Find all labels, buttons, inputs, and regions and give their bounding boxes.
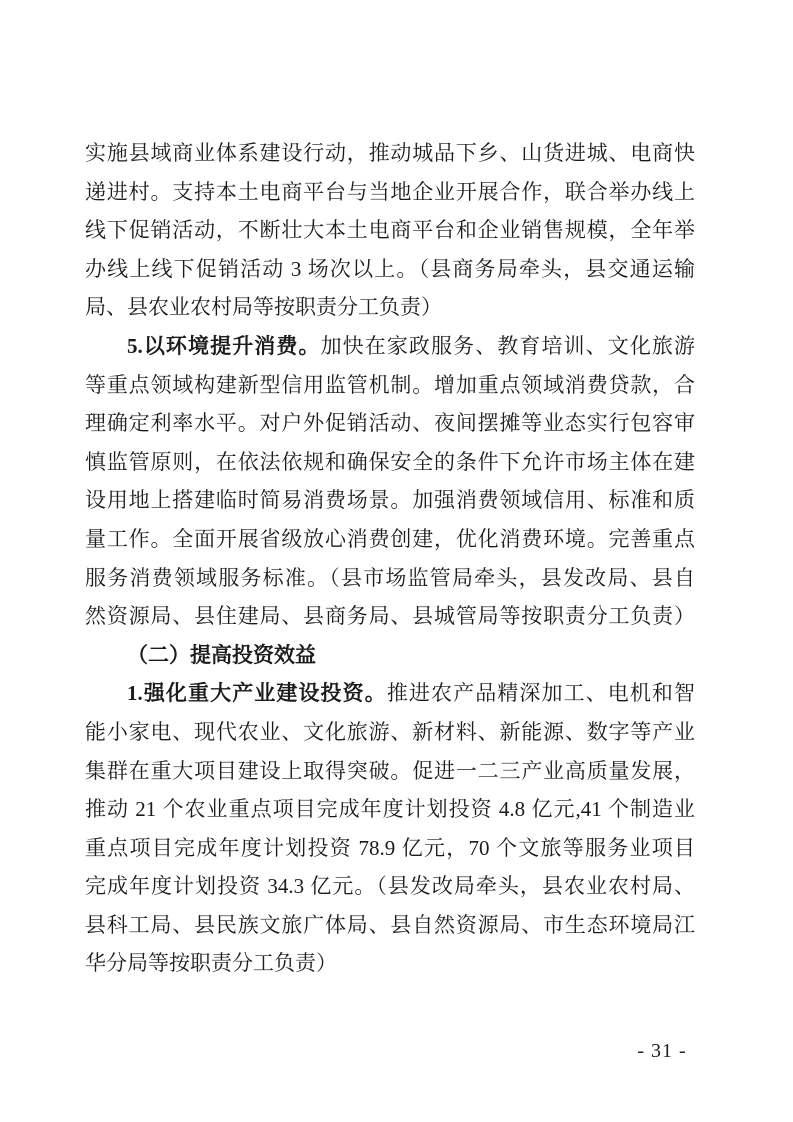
doc-text: 集群在重大项目建设上取得突破。促进一二三产业高质量发展， bbox=[85, 758, 695, 783]
doc-line bbox=[85, 829, 695, 868]
doc-text: 线下促销活动，不断壮大本土电商平台和企业销售规模，全年举 bbox=[85, 218, 695, 243]
doc-text: 完成年度计划投资 34.3 亿元。（县发改局牵头，县农业农村局、 bbox=[85, 874, 695, 899]
doc-line bbox=[85, 173, 695, 212]
doc-text: 推动 21 个农业重点项目完成年度计划投资 4.8 亿元,41 个制造业 bbox=[85, 797, 695, 822]
doc-line bbox=[85, 559, 695, 598]
doc-text: 量工作。全面开展省级放心消费创建，优化消费环境。完善重点 bbox=[85, 526, 695, 551]
doc-line bbox=[85, 674, 695, 713]
doc-text: 慎监管原则，在依法依规和确保安全的条件下允许市场主体在建 bbox=[85, 449, 695, 474]
page-number: - 31 - bbox=[637, 1040, 687, 1062]
doc-line bbox=[85, 597, 695, 636]
doc-text-bold: 5.以环境提升消费。 bbox=[127, 333, 321, 358]
doc-line bbox=[85, 288, 695, 327]
doc-line bbox=[85, 211, 695, 250]
doc-line bbox=[85, 636, 695, 675]
doc-text: 然资源局、县住建局、县商务局、县城管局等按职责分工负责） bbox=[85, 604, 695, 629]
doc-line bbox=[85, 906, 695, 945]
doc-text: 办线上线下促销活动 3 场次以上。（县商务局牵头，县交通运输 bbox=[85, 256, 695, 281]
doc-text: 重点项目完成年度计划投资 78.9 亿元，70 个文旅等服务业项目 bbox=[85, 835, 695, 860]
doc-line bbox=[85, 366, 695, 405]
doc-text: 能小家电、现代农业、文化旅游、新材料、新能源、数字等产业 bbox=[85, 719, 695, 744]
doc-text: 等重点领域构建新型信用监管机制。增加重点领域消费贷款，合 bbox=[85, 372, 695, 397]
doc-line bbox=[85, 944, 695, 983]
doc-text: 局、县农业农村局等按职责分工负责） bbox=[85, 295, 442, 320]
doc-line bbox=[85, 134, 695, 173]
doc-line bbox=[85, 790, 695, 829]
doc-text: 推进农产品精深加工、电机和智 bbox=[386, 681, 696, 706]
doc-text: 华分局等按职责分工负责） bbox=[85, 951, 337, 976]
doc-line bbox=[85, 404, 695, 443]
doc-line bbox=[85, 443, 695, 482]
doc-text: 理确定利率水平。对户外促销活动、夜间摆摊等业态实行包容审 bbox=[85, 411, 695, 436]
doc-text: 递进村。支持本土电商平台与当地企业开展合作，联合举办线上 bbox=[85, 179, 695, 204]
doc-line bbox=[85, 327, 695, 366]
doc-line bbox=[85, 250, 695, 289]
doc-line bbox=[85, 520, 695, 559]
doc-text-bold: 1.强化重大产业建设投资。 bbox=[127, 681, 387, 706]
doc-line bbox=[85, 713, 695, 752]
doc-text: 加快在家政服务、教育培训、文化旅游 bbox=[320, 333, 696, 358]
doc-text: 实施县域商业体系建设行动，推动城品下乡、山货进城、电商快 bbox=[85, 141, 695, 165]
doc-line bbox=[85, 481, 695, 520]
doc-line bbox=[85, 752, 695, 791]
doc-text: 设用地上搭建临时简易消费场景。加强消费领域信用、标准和质 bbox=[85, 488, 695, 513]
doc-text: 县科工局、县民族文旅广体局、县自然资源局、市生态环境局江 bbox=[85, 912, 695, 937]
doc-text-bold: （二）提高投资效益 bbox=[127, 642, 316, 667]
document-body bbox=[85, 134, 695, 983]
doc-text: 服务消费领域服务标准。（县市场监管局牵头，县发改局、县自 bbox=[85, 565, 695, 590]
doc-line bbox=[85, 867, 695, 906]
